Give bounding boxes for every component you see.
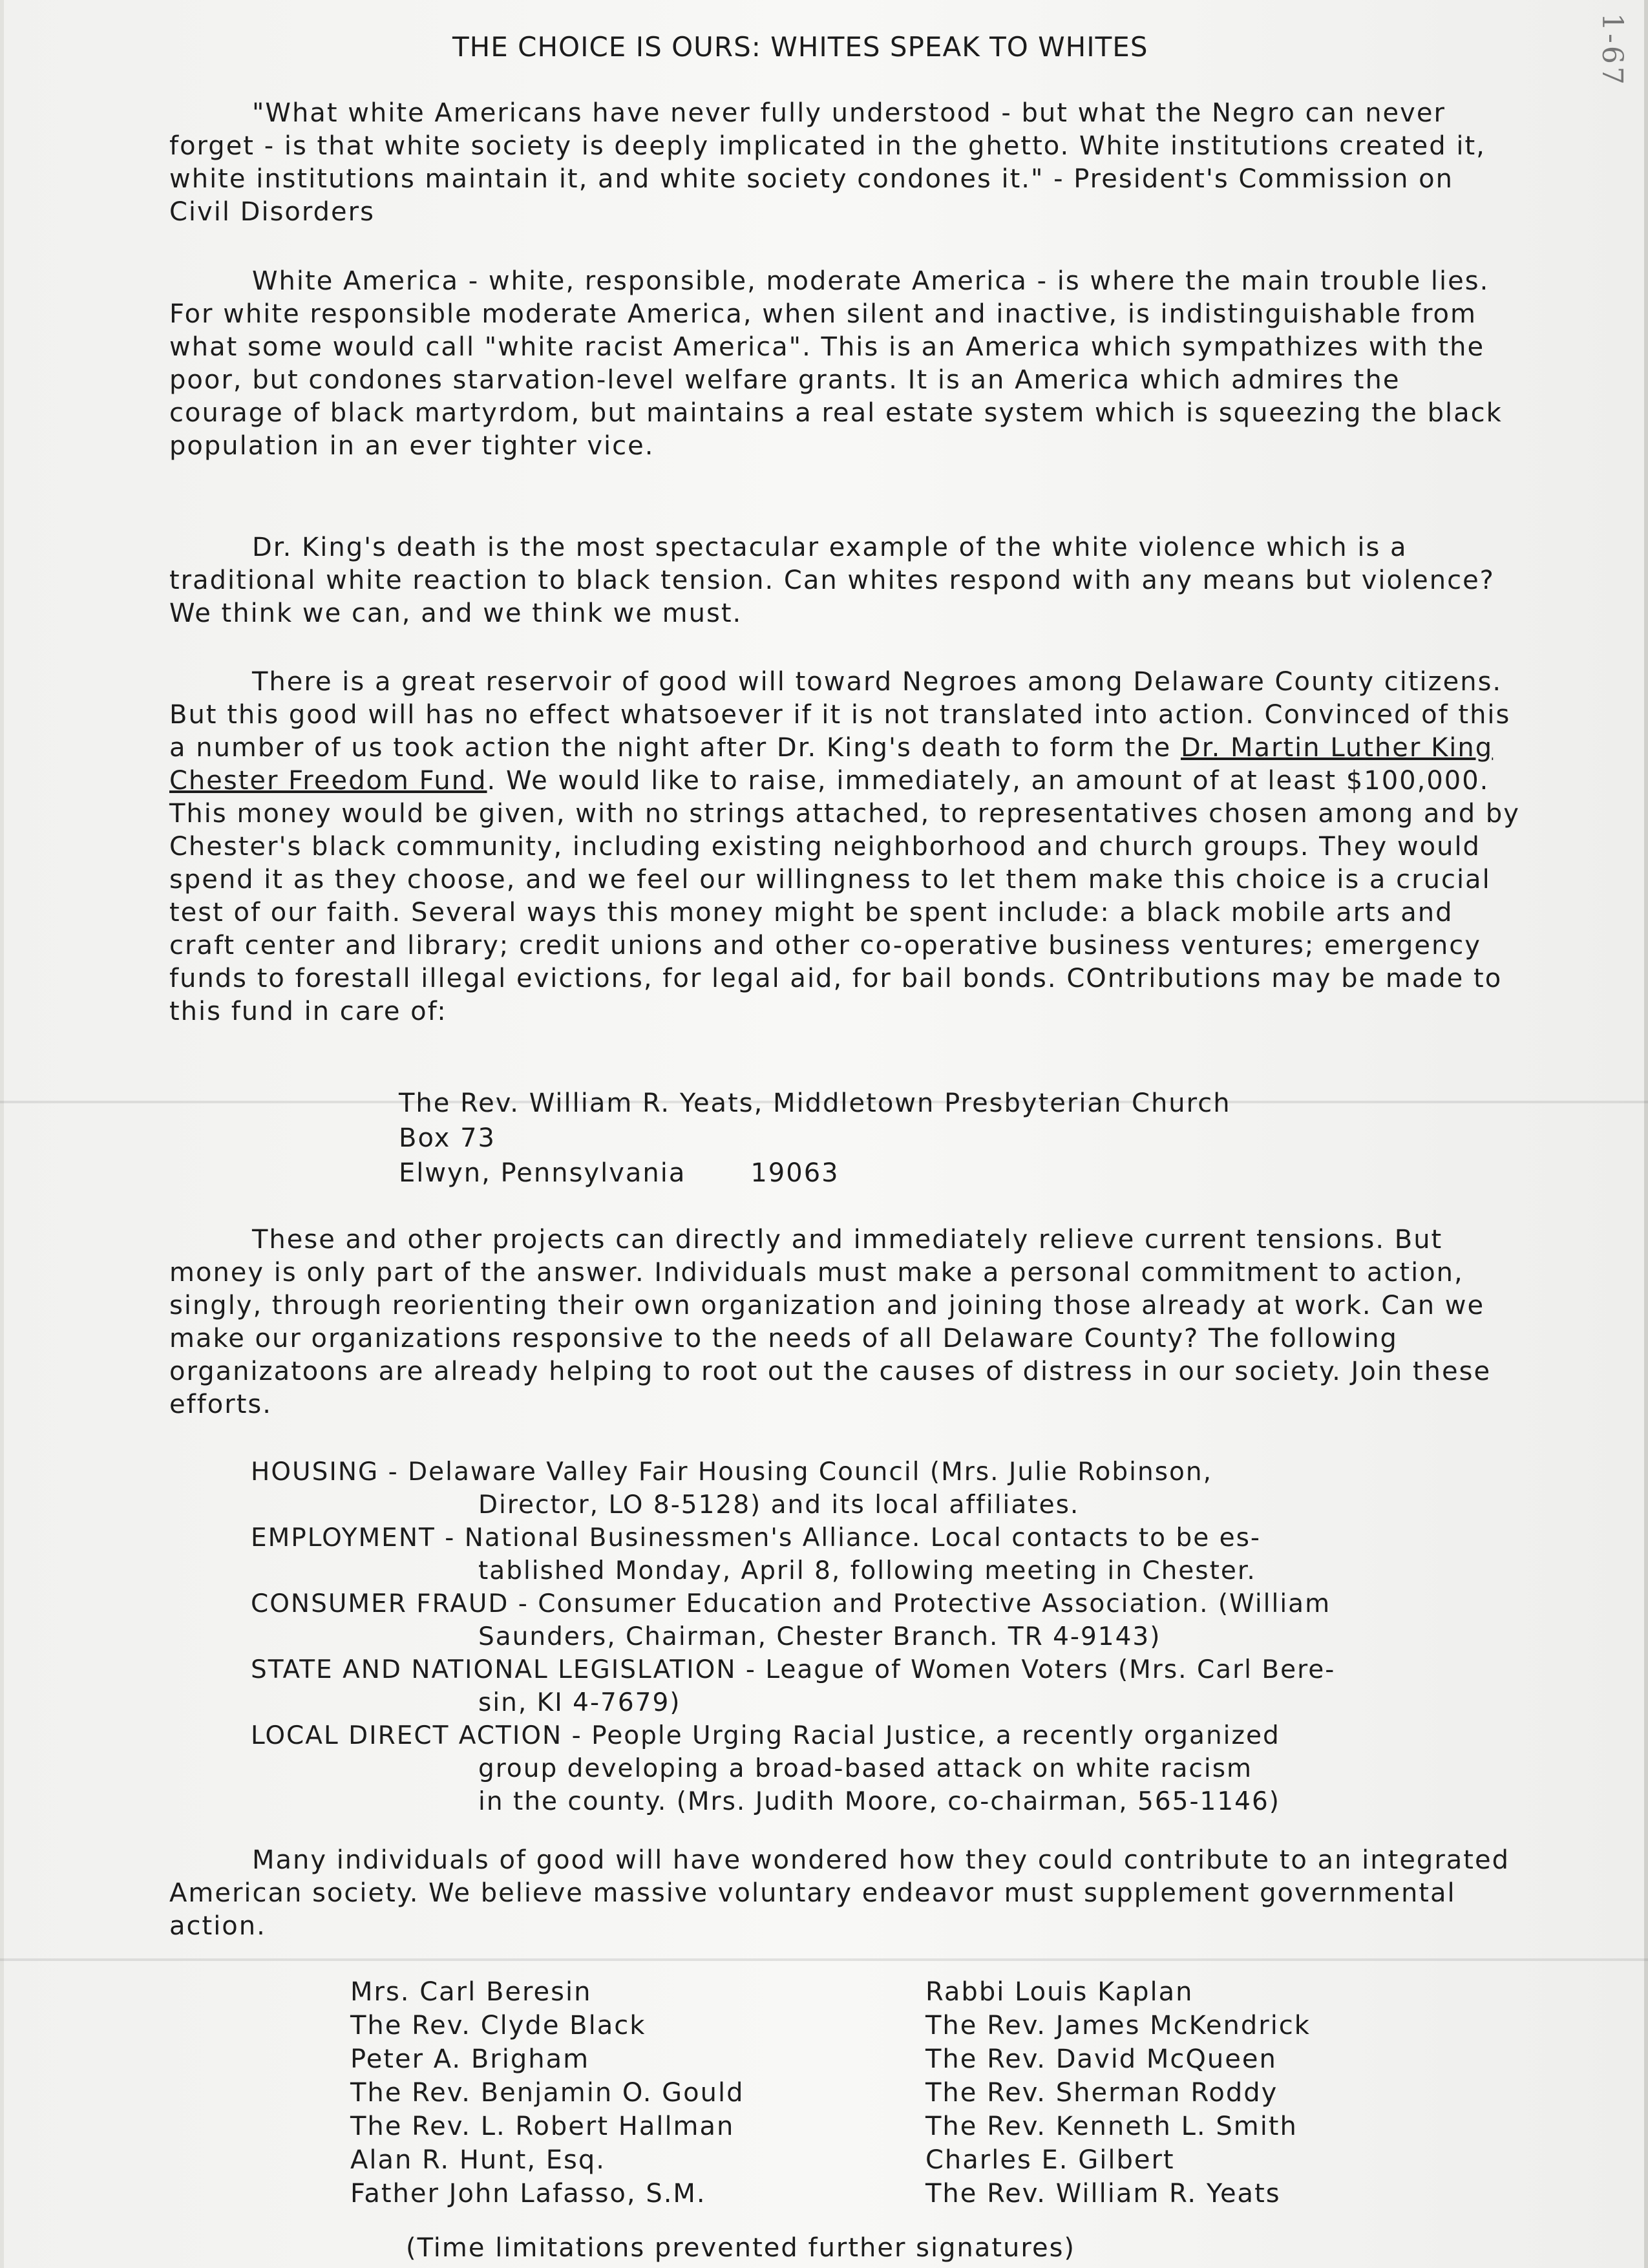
signatory: The Rev. William R. Yeats [925, 2179, 1281, 2209]
org-consumer-fraud: CONSUMER FRAUD - Consumer Education and Protective Association. (William Saunders, Chairman, Chester Branch. TR 4-9143) [251, 1589, 1331, 1651]
org-category: LOCAL DIRECT ACTION [251, 1721, 563, 1750]
org-housing: HOUSING - Delaware Valley Fair Housing Council (Mrs. Julie Robinson, Director, LO 8-5128) and its local affiliates. [251, 1457, 1213, 1520]
document-title: THE CHOICE IS OURS: WHITES SPEAK TO WHITES [452, 31, 1148, 63]
address-city-line: Elwyn, Pennsylvania 19063 [399, 1158, 840, 1188]
signatory: Rabbi Louis Kaplan [925, 1977, 1194, 2007]
handwritten-margin-note: 1-67 [1596, 13, 1629, 87]
signatory: The Rev. Benjamin O. Gould [350, 2078, 745, 2108]
signatory: The Rev. Clyde Black [350, 2011, 646, 2040]
quote-paragraph: "What white Americans have never fully understood - but what the Negro can never forget - is that white society is deeply implicated in the ghetto. White institutions created it, white institutions maintain it, and white society condones it." - President's Commission on Civil Disorders [169, 98, 1486, 227]
signatory: Peter A. Brigham [350, 2044, 590, 2074]
paragraph-freedom-fund: There is a great reservoir of good will toward Negroes among Delaware County citizens. But this good will has no effect whatsoever if it is not translated into action. Convinced of this a number of us took action the night after Dr. King's death to form the Dr. Martin Luther King Chester Freedom Fund. We would like to raise, immediately, an amount of at least $100,000. This money would be given, with no strings attached, to representatives chosen among and by Chester's black community, including existing neighborhood and church groups. They would spend it as they choose, and we feel our willingness to let them make this choice is a crucial test of our faith. Several ways this money might be spent include: a black mobile arts and craft center and library; credit unions and other co-operative business ventures; emergency funds to forestall illegal evictions, for legal aid, for bail bonds. COntributions may be made to this fund in care of: [169, 667, 1520, 1026]
signatory: Father John Lafasso, S.M. [350, 2179, 706, 2209]
address-zip: 19063 [750, 1158, 840, 1188]
address-line-1: The Rev. William R. Yeats, Middletown Presbyterian Church [399, 1088, 1231, 1118]
signatory: The Rev. Sherman Roddy [925, 2078, 1278, 2108]
fund-name: Dr. Martin Luther King Chester Freedom Fund [169, 733, 1494, 796]
signatory: Charles E. Gilbert [925, 2145, 1175, 2175]
paragraph-projects: These and other projects can directly and immediately relieve current tensions. But money is only part of the answer. Individuals must make a personal commitment to action, singly, through reorienting their own organization and joining those already at work. Can we make our organizations responsive to the needs of all Delaware County? The following organizatoons are already helping to root out the causes of distress in our society. Join these efforts. [169, 1225, 1492, 1419]
signatories-left [350, 1975, 745, 2210]
signatory: The Rev. L. Robert Hallman [350, 2112, 735, 2141]
signatories-right [925, 1975, 1311, 2210]
organizations-list [251, 1456, 1511, 1818]
org-legislation: STATE AND NATIONAL LEGISLATION - League of Women Voters (Mrs. Carl Bere- sin, KI 4-7679) [251, 1655, 1336, 1717]
signatory: Alan R. Hunt, Esq. [350, 2145, 606, 2175]
paragraph-closing: Many individuals of good will have wondered how they could contribute to an integrated American society. We believe massive voluntary endeavor must supplement governmental action. [169, 1845, 1510, 1941]
org-category: STATE AND NATIONAL LEGISLATION [251, 1655, 737, 1684]
page-left-edge [0, 0, 4, 2268]
org-employment: EMPLOYMENT - National Businessmen's Alliance. Local contacts to be es- tablished Monday, April 8, following meeting in Chester. [251, 1523, 1261, 1585]
org-category: EMPLOYMENT [251, 1523, 436, 1553]
paragraph-white-america: White America - white, responsible, moderate America - is where the main trouble lies. For white responsible moderate America, when silent and inactive, is indistinguishable from what some would call "white racist America". This is an America which sympathizes with the poor, but condones starvation-level welfare grants. It is an America which admires the courage of black martyrdom, but maintains a real estate system which is squeezing the black population in an ever tighter vice. [169, 266, 1503, 461]
signatory: The Rev. James McKendrick [925, 2011, 1311, 2040]
signatory: The Rev. David McQueen [925, 2044, 1277, 2074]
footer-note: (Time limitations prevented further signatures) [406, 2233, 1076, 2263]
signatory: The Rev. Kenneth L. Smith [925, 2112, 1298, 2141]
page-right-edge [1644, 0, 1648, 2268]
org-category: CONSUMER FRAUD [251, 1589, 509, 1618]
paragraph-dr-king: Dr. King's death is the most spectacular example of the white violence which is a traditional white reaction to black tension. Can whites respond with any means but violence? We think we can, and we think we must. [169, 533, 1495, 628]
fold-line [0, 1958, 1648, 1961]
signatory: Mrs. Carl Beresin [350, 1977, 592, 2007]
contribution-address [399, 1086, 1231, 1191]
org-direct-action: LOCAL DIRECT ACTION - People Urging Racial Justice, a recently organized group developing a broad-based attack on white racism in the county. (Mrs. Judith Moore, co-chairman, 565-1146) [251, 1721, 1280, 1816]
address-line-2: Box 73 [399, 1123, 496, 1153]
org-category: HOUSING [251, 1457, 379, 1487]
